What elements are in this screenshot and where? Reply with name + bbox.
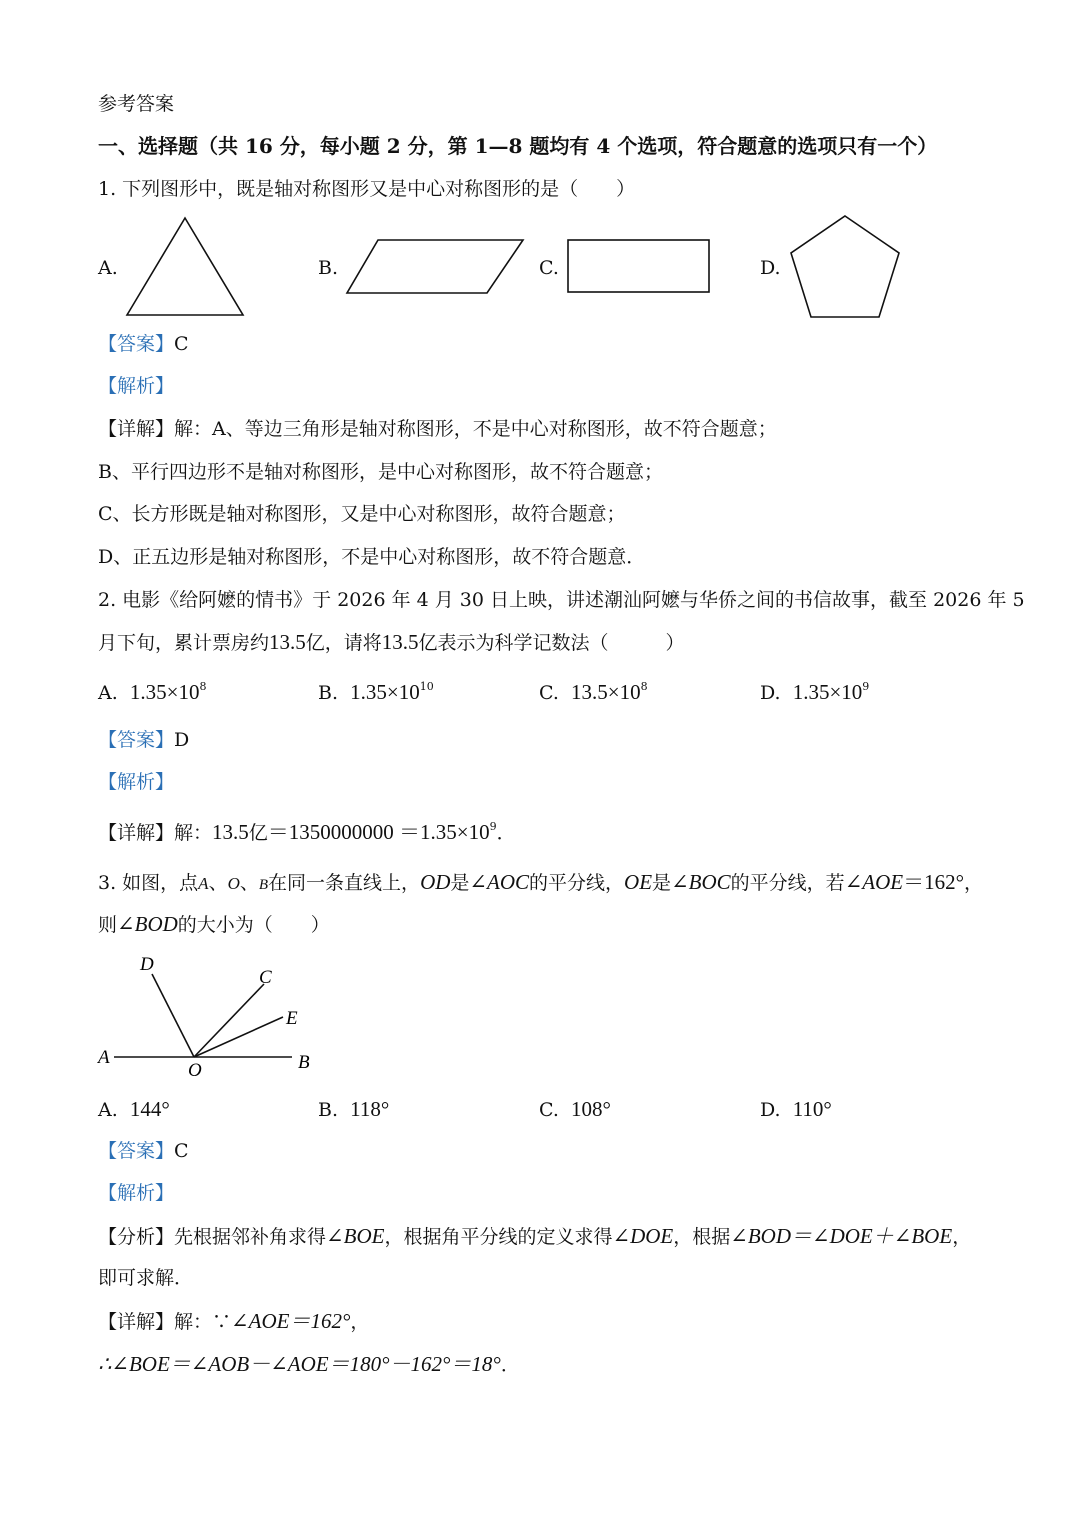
q1-answer: 【答案】C [98, 333, 189, 355]
q1-stem: 1. 下列图形中，既是轴对称图形又是中心对称图形的是（ ） [98, 178, 636, 200]
q1-analysis-tag: 【解析】 [98, 375, 175, 397]
q2-detail: 【详解】解：13.5亿$=1350000000 =1.35\times 10^9$． [98, 820, 516, 844]
label-o: O [188, 1060, 202, 1081]
q2-answer: 【答案】D [98, 729, 190, 751]
label-c: C [259, 967, 272, 988]
q2-option-c: C. $13.5\times 10^8$ [539, 680, 648, 704]
label-a: A [98, 1047, 110, 1068]
q2-option-a: A. $1.35\times 10^8$ [98, 680, 207, 704]
q2-option-b: B. $1.35\times 10^{10}$ [318, 680, 434, 704]
q3-analysis-line-1: 【分析】先根据邻补角求得∠BOE，根据角平分线的定义求得∠DOE，根据∠BOD＝∠DOE＋∠BOE， [98, 1224, 972, 1248]
q1-detail-line-4: D、正五边形是轴对称图形，不是中心对称图形，故不符合题意． [98, 546, 646, 568]
q1-option-c-label: C. [539, 257, 559, 279]
ray-oc [194, 984, 264, 1057]
q3-option-d: D. 110° [760, 1097, 832, 1121]
q2-stem-line-1: 2. 电影《给阿嬷的情书》于 2026 年 4 月 30 日上映，讲述潮汕阿嬷与华侨之间的书信故事，截至 2026 年 5 [98, 589, 1025, 611]
section-title: 一、选择题（共 16 分，每小题 2 分，第 1—8 题均有 4 个选项，符合题意的选项只有一个） [98, 134, 938, 158]
q1-detail-line-2: B、平行四边形不是轴对称图形，是中心对称图形，故不符合题意； [98, 461, 663, 483]
q3-option-b: B. 118° [318, 1097, 390, 1121]
q3-detail-line-2: ∴∠BOE＝∠AOB－∠AOE＝180°－162°＝18°． [98, 1352, 520, 1376]
parallelogram-icon [340, 232, 530, 302]
q1-detail-line-1: 【详解】解：A、等边三角形是轴对称图形，不是中心对称图形，故不符合题意； [98, 418, 777, 440]
label-d: D [140, 954, 154, 975]
q3-answer: 【答案】C [98, 1140, 189, 1162]
triangle-icon [120, 210, 250, 325]
q3-option-c: C. 108° [539, 1097, 611, 1121]
label-b: B [298, 1052, 310, 1073]
q3-option-a: A. 144° [98, 1097, 170, 1121]
q2-stem-line-2: 月下旬，累计票房约13.5亿，请将13.5亿表示为科学记数法（ ） [98, 630, 685, 654]
q1-option-a-label: A. [98, 257, 118, 279]
q2-analysis-tag: 【解析】 [98, 771, 175, 793]
pentagon-icon [782, 208, 908, 326]
q3-analysis-tag: 【解析】 [98, 1182, 175, 1204]
rectangle-icon [562, 234, 717, 300]
ray-od [152, 974, 194, 1057]
q3-stem-line-1: 3. 如图，点A、O、B在同一条直线上，OD是∠AOC的平分线，OE是∠BOC的平分线，若∠AOE＝162°， [98, 870, 984, 894]
q3-detail-line-1: 【详解】解：∵∠AOE＝162°， [98, 1309, 370, 1333]
page-header: 参考答案 [98, 93, 175, 115]
q2-option-d: D. $1.35\times 10^9$ [760, 680, 870, 704]
ray-oe [194, 1017, 283, 1057]
q1-option-d-label: D. [760, 257, 781, 279]
q1-option-b-label: B. [318, 257, 339, 279]
q3-analysis-line-2: 即可求解． [98, 1267, 194, 1289]
angle-figure [96, 950, 326, 1085]
label-e: E [286, 1008, 298, 1029]
q1-detail-line-3: C、长方形既是轴对称图形，又是中心对称图形，故符合题意； [98, 503, 626, 525]
q3-stem-line-2: 则∠BOD的大小为（ ） [98, 912, 330, 936]
